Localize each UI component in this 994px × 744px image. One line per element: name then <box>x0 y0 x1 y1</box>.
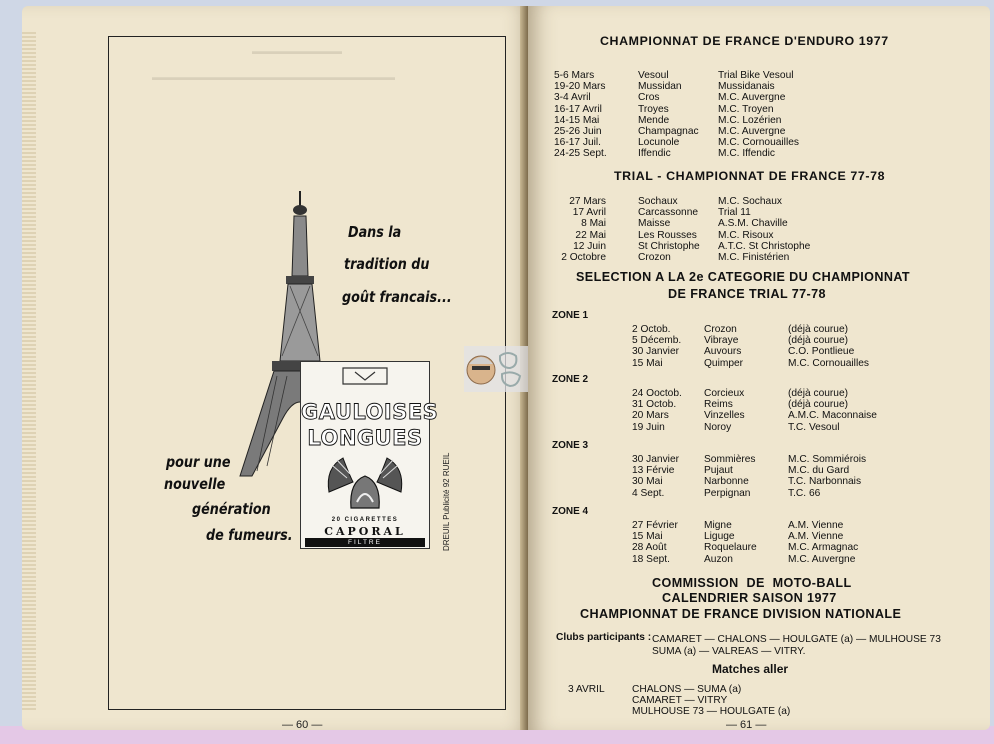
date-cell: 13 Férvie <box>632 465 675 477</box>
pack-brand-line-2: LONGUES <box>307 426 423 450</box>
zone-label: ZONE 3 <box>552 440 589 451</box>
date-cell: 15 Mai <box>632 531 663 543</box>
zone-label: ZONE 2 <box>552 374 589 385</box>
date-cell: 12 Juin <box>573 240 606 252</box>
match-date: 3 AVRIL <box>568 684 605 695</box>
club-cell: M.C. Sochaux <box>718 196 782 207</box>
club-cell: Trial 11 <box>718 207 751 219</box>
date-cell: 30 Janvier <box>632 346 680 358</box>
place-cell: St Christophe <box>638 240 700 252</box>
date-cell: 8 Mai <box>581 218 606 230</box>
date-cell: 28 Août <box>632 542 667 554</box>
date-cell: 14-15 Mai <box>554 114 600 126</box>
left-page <box>22 6 532 730</box>
portrait-logo-icon <box>464 346 528 392</box>
date-cell: 31 Octob. <box>632 399 677 411</box>
matches-title: Matches aller <box>712 662 789 676</box>
ad-slogan-line-2: tradition du <box>344 255 430 273</box>
date-cell: 24-25 Sept. <box>554 148 607 160</box>
club-cell: M.C. Armagnac <box>788 542 859 554</box>
match-1: CHALONS — SUMA (a) <box>632 684 742 695</box>
selection-title-line-2: DE FRANCE TRIAL 77-78 <box>668 287 826 301</box>
date-cell: 3-4 Avril <box>554 92 591 104</box>
club-cell: M.C. Troyen <box>718 103 774 115</box>
club-cell: T.C. 66 <box>788 487 821 499</box>
right-page <box>528 6 990 730</box>
club-cell: (déjà courue) <box>788 335 849 347</box>
place-cell: Corcieux <box>704 388 745 399</box>
page-edges <box>22 30 36 710</box>
place-cell: Noroy <box>704 421 732 433</box>
place-cell: Locunole <box>638 137 680 149</box>
place-cell: Auzon <box>704 553 733 565</box>
club-cell: M.C. Cornouailles <box>718 137 799 149</box>
ad-slogan-line-1: Dans la <box>348 223 402 241</box>
club-cell: (déjà courue) <box>788 324 849 335</box>
date-cell: 20 Mars <box>632 410 669 422</box>
date-cell: 17 Avril <box>572 207 606 219</box>
place-cell: Vibraye <box>704 335 739 347</box>
ad-tagline-line-4: de fumeurs. <box>206 526 293 544</box>
date-cell: 5 Décemb. <box>632 335 682 347</box>
place-cell: Reims <box>704 399 733 411</box>
date-cell: 27 Février <box>632 520 678 531</box>
date-cell: 15 Mai <box>632 357 663 369</box>
motoball-calendar-title: CALENDRIER SAISON 1977 <box>662 591 837 605</box>
place-cell: Liguge <box>704 531 735 543</box>
date-cell: 22 Mai <box>575 229 606 241</box>
date-cell: 27 Mars <box>569 196 606 207</box>
club-cell: (déjà courue) <box>788 399 849 411</box>
bleed-through: ▬▬▬▬▬▬▬▬▬▬ <box>252 46 342 56</box>
date-cell: 18 Sept. <box>632 553 670 565</box>
page-number-left: — 60 — <box>282 719 323 731</box>
match-3: MULHOUSE 73 — HOULGATE (a) <box>632 706 791 717</box>
date-cell: 16-17 Avril <box>554 103 602 115</box>
place-cell: Crozon <box>638 252 671 263</box>
winged-helmet-icon <box>323 452 407 514</box>
club-cell: T.C. Vesoul <box>788 421 840 433</box>
place-cell: Sommières <box>704 454 756 465</box>
selection-title-line-1: SELECTION A LA 2e CATEGORIE DU CHAMPIONNAT <box>576 270 910 284</box>
ad-slogan-line-3: goût francais... <box>342 288 452 306</box>
club-cell: M.C. Cornouailles <box>788 357 869 369</box>
place-cell: Roquelaure <box>704 542 757 554</box>
clubs-line-1: CAMARET — CHALONS — HOULGATE (a) — MULHOUSE 73 <box>652 634 941 645</box>
club-cell: M.C. Auvergne <box>718 126 786 137</box>
place-cell: Quimper <box>704 357 744 369</box>
club-cell: M.C. Auvergne <box>718 92 786 104</box>
place-cell: Sochaux <box>638 196 678 207</box>
date-cell: 30 Janvier <box>632 454 680 465</box>
club-cell: A.T.C. St Christophe <box>718 240 811 252</box>
club-cell: A.M. Vienne <box>788 531 844 543</box>
place-cell: Crozon <box>704 324 737 335</box>
motoball-division-title: CHAMPIONNAT DE FRANCE DIVISION NATIONALE <box>580 607 902 621</box>
club-cell: M.C. Sommiérois <box>788 454 867 465</box>
place-cell: Auvours <box>704 346 742 358</box>
place-cell: Troyes <box>638 103 669 115</box>
clubs-label: Clubs participants : <box>556 632 652 643</box>
place-cell: Champagnac <box>638 126 699 137</box>
date-cell: 25-26 Juin <box>554 126 602 137</box>
club-cell: M.C. Auvergne <box>788 553 856 565</box>
date-cell: 2 Octob. <box>632 324 671 335</box>
watermark-stamp <box>464 346 528 392</box>
cigarette-pack <box>300 361 439 549</box>
club-cell: (déjà courue) <box>788 388 849 399</box>
place-cell: Maisse <box>638 218 671 230</box>
pack-product: CAPORAL <box>324 525 406 538</box>
match-2: CAMARET — VITRY <box>632 695 728 706</box>
place-cell: Cros <box>638 92 660 104</box>
place-cell: Iffendic <box>638 148 671 160</box>
place-cell: Carcassonne <box>638 207 699 219</box>
club-cell: M.C. Finistérien <box>718 252 790 263</box>
place-cell: Vesoul <box>638 70 669 81</box>
club-cell: C.O. Pontlieue <box>788 346 855 358</box>
pack-count: 20 CIGARETTES <box>331 517 399 523</box>
club-cell: M.C. Lozérien <box>718 114 782 126</box>
date-cell: 24 Ooctob. <box>632 388 682 399</box>
club-cell: A.S.M. Chaville <box>718 218 788 230</box>
pack-filter-band: FILTRE <box>305 538 425 547</box>
bleed-through: ▬▬▬▬▬▬▬▬▬▬▬▬▬▬▬▬▬▬▬▬▬▬▬▬▬▬▬ <box>152 72 395 82</box>
place-cell: Les Rousses <box>638 229 697 241</box>
date-cell: 2 Octobre <box>561 252 606 263</box>
place-cell: Vinzelles <box>704 410 745 422</box>
place-cell: Narbonne <box>704 476 749 488</box>
date-cell: 5-6 Mars <box>554 70 595 81</box>
place-cell: Perpignan <box>704 487 751 499</box>
clubs-line-2: SUMA (a) — VALREAS — VITRY. <box>652 646 806 657</box>
place-cell: Migne <box>704 520 732 531</box>
club-cell: A.M.C. Maconnaise <box>788 410 877 422</box>
date-cell: 19 Juin <box>632 421 665 433</box>
zone-label: ZONE 4 <box>552 506 589 517</box>
club-cell: M.C. du Gard <box>788 465 850 477</box>
trial-title: TRIAL - CHAMPIONNAT DE FRANCE 77-78 <box>614 169 886 183</box>
club-cell: M.C. Iffendic <box>718 148 775 160</box>
zone-label: ZONE 1 <box>552 310 589 321</box>
date-cell: 30 Mai <box>632 476 663 488</box>
date-cell: 19-20 Mars <box>554 81 606 93</box>
club-cell: M.C. Risoux <box>718 229 774 241</box>
ad-tagline-line-1: pour une <box>166 453 231 471</box>
place-cell: Pujaut <box>704 465 733 477</box>
club-cell: Trial Bike Vesoul <box>718 70 794 81</box>
ad-credit: DREUIL Publicité 92 RUEIL <box>442 452 451 551</box>
ad-tagline-line-3: génération <box>192 500 271 518</box>
place-cell: Mende <box>638 114 670 126</box>
ad-tagline-line-2: nouvelle <box>164 475 226 493</box>
date-cell: 4 Sept. <box>632 487 665 499</box>
motoball-title: COMMISSION DE MOTO-BALL <box>652 576 852 590</box>
date-cell: 16-17 Juil. <box>554 137 602 149</box>
club-cell: T.C. Narbonnais <box>788 476 862 488</box>
club-cell: A.M. Vienne <box>788 520 844 531</box>
club-cell: Mussidanais <box>718 81 775 93</box>
place-cell: Mussidan <box>638 81 682 93</box>
pack-flap-icon <box>341 366 389 388</box>
enduro-title: CHAMPIONNAT DE FRANCE D'ENDURO 1977 <box>600 34 889 48</box>
page-number-right: — 61 — <box>726 719 767 731</box>
pack-brand-line-1: GAULOISES <box>301 400 439 424</box>
